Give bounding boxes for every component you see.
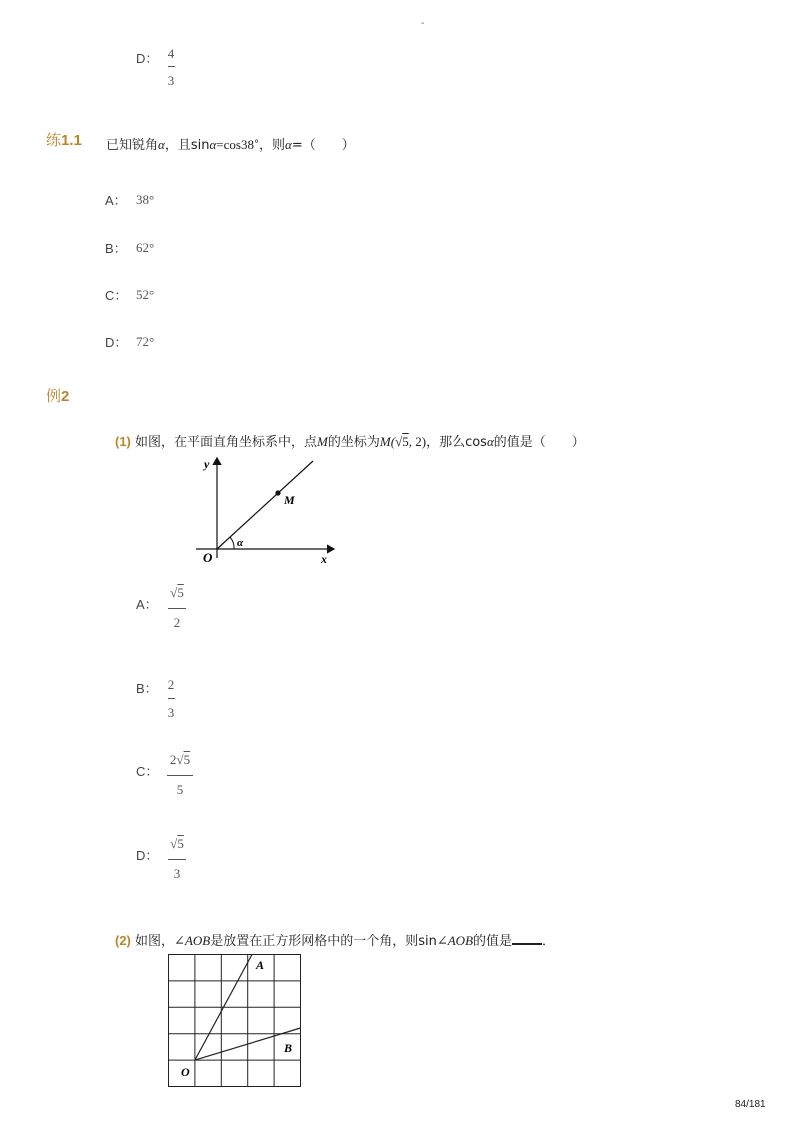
fraction-denominator: 3 bbox=[173, 866, 181, 881]
q1-option-b-fraction bbox=[164, 677, 178, 721]
q1-option-d-label: D： bbox=[136, 848, 159, 863]
q1-option-d-fraction bbox=[164, 836, 190, 882]
option-c-value: 52° bbox=[136, 287, 155, 302]
sqrt-radicand: 5 bbox=[177, 836, 184, 851]
m-label: M bbox=[284, 493, 295, 507]
degree-sign: ° bbox=[253, 139, 259, 150]
fraction-bar bbox=[168, 66, 175, 67]
practice-number: 1.1 bbox=[61, 132, 82, 149]
grid-figure bbox=[166, 952, 304, 1090]
question-text: 如图，在平面直角坐标系中，点 bbox=[135, 435, 318, 450]
fraction-denominator: 3 bbox=[167, 73, 175, 88]
question-1 bbox=[115, 431, 585, 450]
option-b-value: 62° bbox=[136, 240, 155, 255]
question-text: ，则 bbox=[258, 138, 285, 153]
angle-aob: ∠AOB bbox=[436, 933, 474, 948]
option-a-value: 38° bbox=[136, 192, 155, 207]
ray-om bbox=[217, 461, 313, 549]
label-o: O bbox=[181, 1065, 190, 1079]
question-text: 如图， bbox=[135, 934, 175, 949]
option-c-label: C： bbox=[105, 288, 128, 303]
coefficient: 2 bbox=[169, 752, 177, 767]
option-a-label: A： bbox=[105, 193, 127, 208]
question-text: =cos38 bbox=[216, 137, 254, 152]
fraction-bar bbox=[168, 859, 186, 860]
example-prefix: 例 bbox=[46, 387, 62, 405]
question-text: ，且sin bbox=[164, 138, 210, 153]
coordinate-figure bbox=[190, 452, 350, 570]
angle-arc bbox=[230, 537, 234, 549]
prev-option-label: D： bbox=[136, 51, 159, 66]
question-text: ． bbox=[542, 934, 556, 949]
practice-prefix: 练 bbox=[46, 131, 62, 149]
fraction-numerator: 4 bbox=[167, 46, 175, 61]
alpha-label: α bbox=[237, 537, 244, 549]
question-text: 的坐标为 bbox=[327, 435, 380, 450]
fraction-numerator: 2 bbox=[167, 677, 175, 692]
fraction-bar bbox=[167, 775, 193, 776]
alpha-symbol: α bbox=[209, 137, 217, 152]
label-b: B bbox=[284, 1041, 293, 1055]
x-label: x bbox=[321, 552, 327, 566]
fraction-denominator: 5 bbox=[176, 782, 184, 797]
question-text: 的值是（ ） bbox=[493, 435, 585, 450]
fraction-numerator bbox=[164, 836, 190, 852]
top-mark: - bbox=[421, 18, 425, 29]
q1-option-a-fraction bbox=[164, 585, 190, 631]
angle-aob: ∠AOB bbox=[174, 933, 211, 948]
coord-close: , 2) bbox=[408, 434, 427, 449]
y-label: y bbox=[204, 457, 210, 471]
fraction-numerator bbox=[164, 585, 190, 601]
sqrt-sign: √ bbox=[170, 585, 178, 600]
fraction-denominator: 3 bbox=[167, 705, 175, 720]
example-heading bbox=[46, 385, 69, 406]
q1-option-a-label: A： bbox=[136, 597, 158, 612]
alpha-symbol: α bbox=[284, 137, 292, 152]
point-m-dot bbox=[275, 490, 280, 495]
origin-label: O bbox=[203, 550, 213, 565]
question-2 bbox=[115, 930, 555, 949]
answer-blank[interactable] bbox=[512, 931, 542, 945]
label-a: A bbox=[256, 958, 265, 972]
coord-open: M( bbox=[379, 434, 396, 449]
sqrt-radicand: 5 bbox=[402, 434, 409, 449]
sqrt-sign: √ bbox=[170, 836, 178, 851]
option-d-label: D： bbox=[105, 335, 128, 350]
practice-heading bbox=[46, 129, 82, 150]
question-text: 是放置在正方形网格中的一个角，则sin bbox=[210, 934, 437, 949]
practice-question bbox=[106, 134, 355, 153]
sqrt-radicand: 5 bbox=[177, 585, 184, 600]
page-number: 84/181 bbox=[735, 1099, 766, 1110]
example-number: 2 bbox=[61, 388, 70, 405]
alpha-symbol: α bbox=[486, 434, 494, 449]
q1-option-c-label: C： bbox=[136, 764, 159, 779]
question-number: (1) bbox=[115, 434, 131, 449]
q1-option-c-fraction bbox=[166, 752, 194, 798]
point-m: M bbox=[317, 434, 328, 449]
option-d-value: 72° bbox=[136, 334, 155, 349]
question-number: (2) bbox=[115, 933, 131, 948]
prev-option-fraction bbox=[164, 46, 178, 89]
question-text: 已知锐角 bbox=[106, 138, 159, 153]
question-text: ，那么cos bbox=[426, 435, 487, 450]
question-text: =（ ） bbox=[291, 138, 355, 153]
fraction-numerator bbox=[166, 752, 194, 768]
fraction-denominator: 2 bbox=[173, 615, 181, 630]
option-b-label: B： bbox=[105, 241, 127, 256]
sqrt-sign: √ bbox=[176, 752, 184, 767]
fraction-bar bbox=[168, 698, 175, 699]
sqrt-radicand: 5 bbox=[183, 752, 191, 767]
question-text: 的值是 bbox=[473, 934, 513, 949]
sqrt-sign: √ bbox=[395, 434, 403, 449]
fraction-bar bbox=[168, 608, 186, 609]
alpha-symbol: α bbox=[158, 137, 165, 152]
q1-option-b-label: B： bbox=[136, 681, 158, 696]
